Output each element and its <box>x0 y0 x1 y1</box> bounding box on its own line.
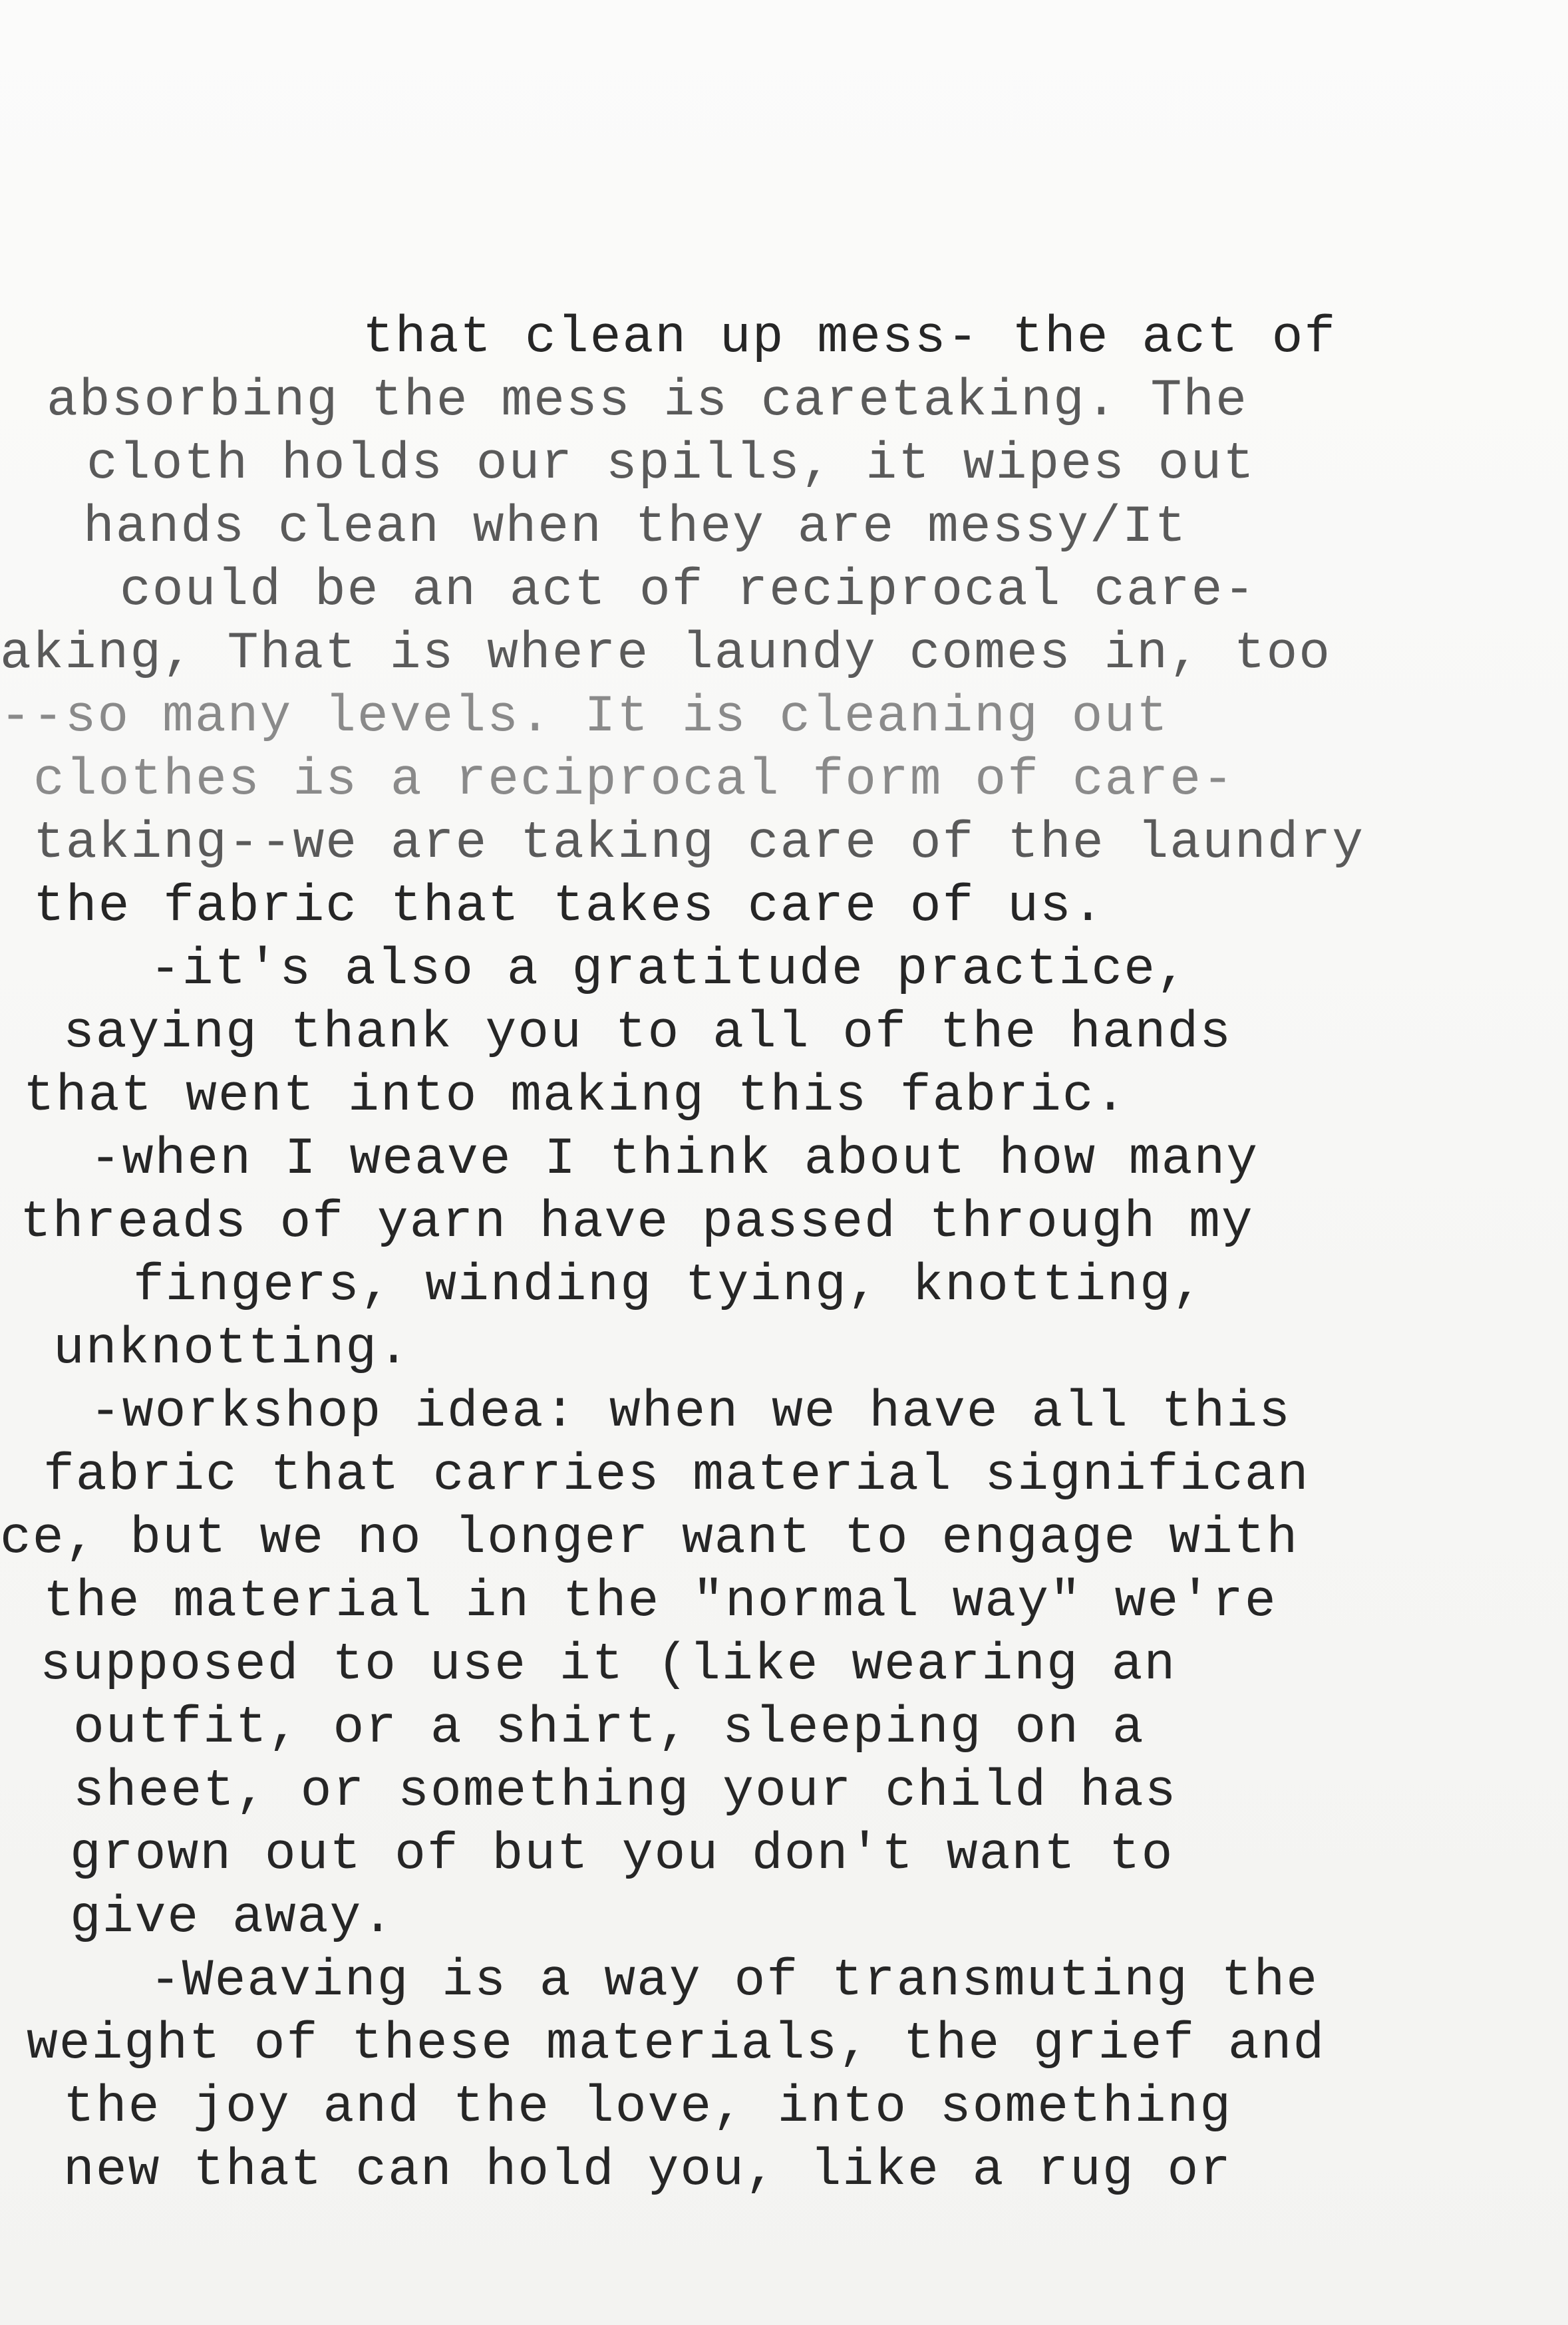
text-line: the fabric that takes care of us. <box>33 877 1105 936</box>
text-line: give away. <box>70 1889 395 1947</box>
text-line: the joy and the love, into something <box>63 2078 1233 2137</box>
text-line: taking--we are taking care of the laundry <box>33 814 1365 873</box>
text-line: -it's also a gratitude practice, <box>150 941 1189 999</box>
text-line: unknotting. <box>53 1320 410 1378</box>
text-line: absorbing the mess is caretaking. The <box>47 372 1248 430</box>
text-line: fingers, winding tying, knotting, <box>133 1257 1205 1315</box>
text-line: -workshop idea: when we have all this <box>90 1383 1291 1442</box>
text-line: weight of these materials, the grief and <box>27 2015 1326 2074</box>
text-line: clothes is a reciprocal form of care- <box>33 751 1235 810</box>
text-line: could be an act of reciprocal care- <box>120 561 1257 620</box>
text-line: saying thank you to all of the hands <box>63 1004 1233 1062</box>
typed-text-body <box>0 306 1568 2255</box>
text-line: aking, That is where laundy comes in, too <box>0 625 1332 683</box>
text-line: that clean up mess- the act of <box>363 309 1337 367</box>
text-line: supposed to use it (like wearing an <box>40 1636 1177 1694</box>
text-line: threads of yarn have passed through my <box>20 1193 1254 1252</box>
text-line: -when I weave I think about how many <box>90 1130 1259 1189</box>
text-line: sheet, or something your child has <box>73 1762 1177 1821</box>
text-line: ce, but we no longer want to engage with <box>0 1509 1299 1568</box>
text-line: new that can hold you, like a rug or <box>63 2141 1233 2200</box>
text-line: grown out of but you don't want to <box>70 1825 1174 1884</box>
text-line: --so many levels. It is cleaning out <box>0 688 1170 746</box>
text-line: hands clean when they are messy/It <box>83 498 1187 557</box>
text-line: outfit, or a shirt, sleeping on a <box>73 1699 1145 1758</box>
text-line: that went into making this fabric. <box>23 1067 1128 1126</box>
text-line: -Weaving is a way of transmuting the <box>150 1952 1319 2010</box>
text-line: fabric that carries material significan <box>43 1446 1310 1505</box>
text-line: the material in the "normal way" we're <box>43 1573 1277 1631</box>
text-line: cloth holds our spills, it wipes out <box>86 435 1256 494</box>
